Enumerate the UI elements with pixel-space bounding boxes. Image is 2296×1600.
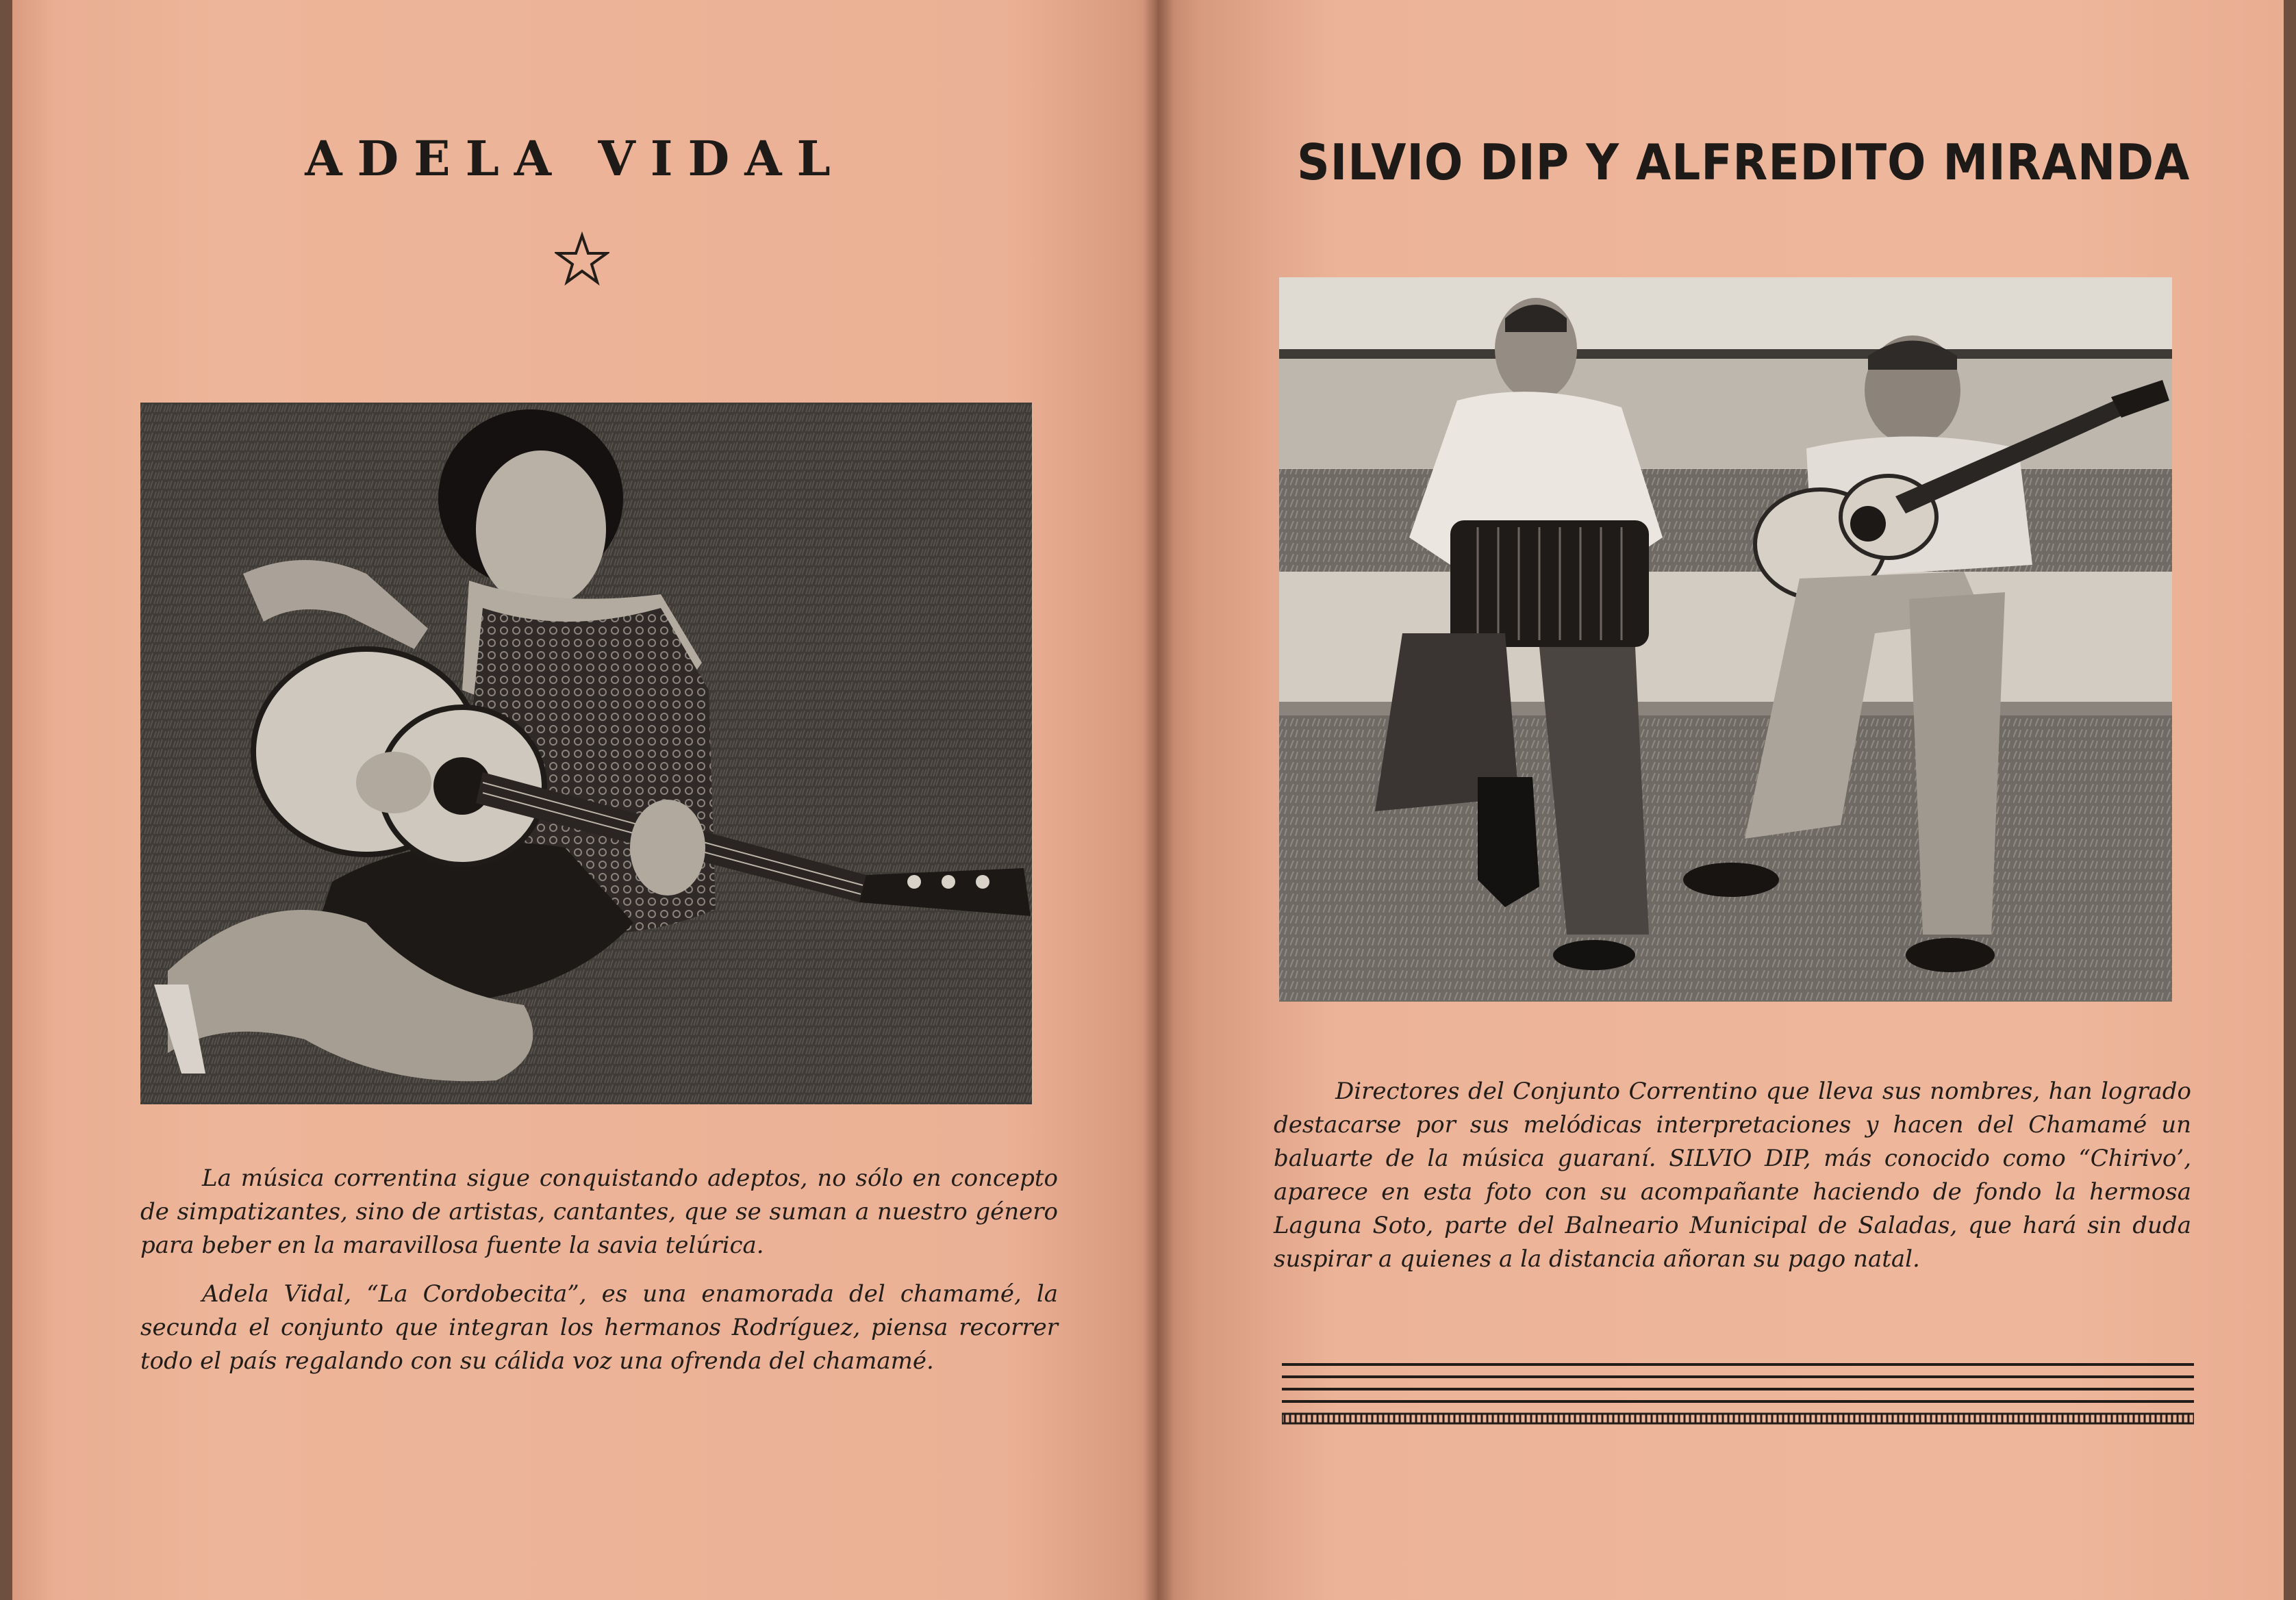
right-paragraph-1: Directores del Conjunto Correntino que lleva sus nombres, han logrado destacarse por sus melódicas interpretaciones y hacen del Chamamé un baluarte de la música guaraní. SILVIO DIP, más conocido como “Chirivo’, aparece en esta foto con su acompañante haciendo de fondo la hermosa Laguna Soto, parte del Balneario Municipal de Saladas, que hará sin duda suspirar a quienes a la distancia añoran su pago natal. [1274, 1078, 2191, 1273]
left-paragraph-1: La música correntina sigue conquistando adeptos, no sólo en concepto de simpatizantes, sino de artistas, cantantes, que se suman a nuestro género para beber en la maravillosa fuente la savia telúrica. [140, 1165, 1058, 1259]
book-gutter [1144, 0, 1174, 1600]
left-paragraph-2: Adela Vidal, “La Cordobecita”, es una enamorada del chamamé, la secunda el conjunto que integran los hermanos Rodríguez, piensa recorrer todo el país regalando con su cálida voz una ofrenda del chamamé. [140, 1280, 1058, 1375]
right-page-body-text [1274, 1075, 2191, 1276]
left-page-body-text [140, 1162, 1058, 1378]
adela-vidal-photo [140, 403, 1032, 1104]
silvio-dip-alfredito-miranda-photo [1279, 277, 2172, 1002]
two-musicians-image [1279, 277, 2172, 1002]
woman-with-guitar-image [140, 403, 1032, 1104]
left-page-title: ADELA VIDAL [305, 130, 846, 187]
decorative-rule-divider [1282, 1359, 2194, 1427]
star-icon [555, 231, 609, 286]
right-page-title: SILVIO DIP Y ALFREDITO MIRANDA [1297, 134, 2191, 191]
